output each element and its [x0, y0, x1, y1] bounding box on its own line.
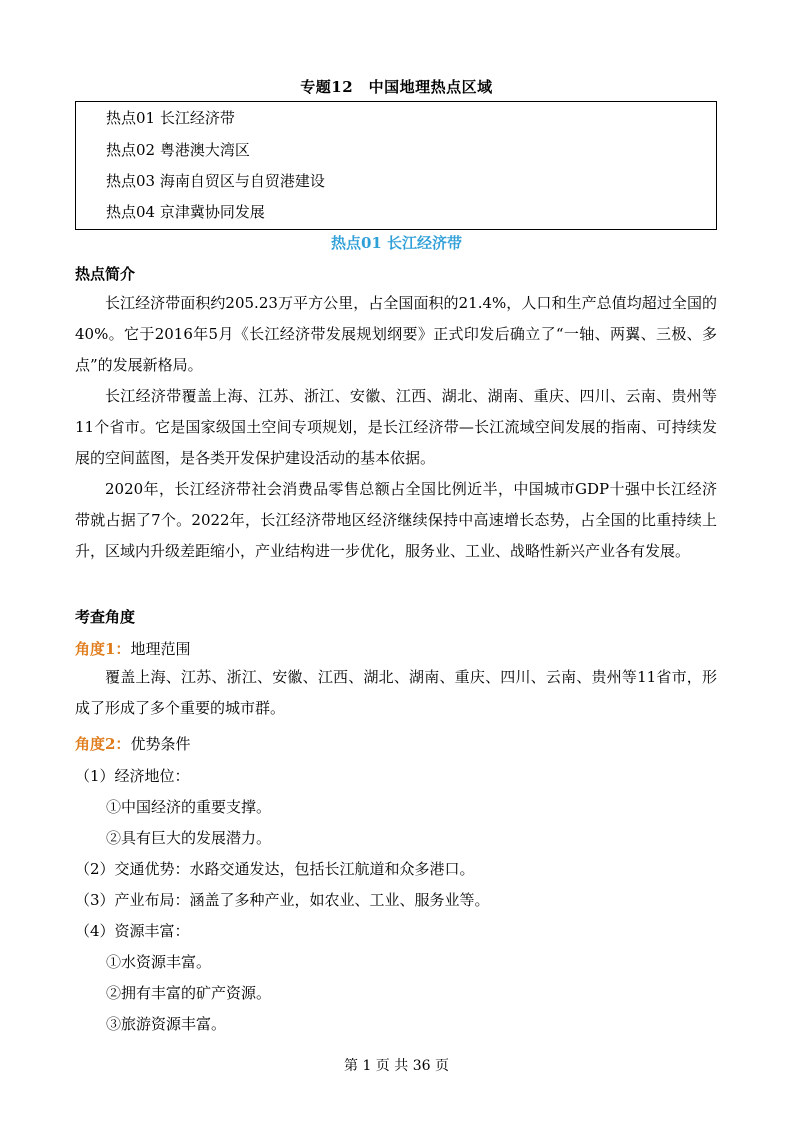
- hotspot-title: 热点01 长江经济带: [330, 234, 463, 252]
- angle-1-text: 地理范围: [130, 640, 191, 658]
- toc-item: 热点01 长江经济带: [106, 109, 235, 127]
- paragraph-3: 2020年，长江经济带社会消费品零售总额占全国比例近半，中国城市GDP十强中长江经济带就占据了7个。2022年，长江经济带地区经济继续保持中高速增长态势，占全国的比重持续上升，区域内升级差距缩小，产业结构进一步优化，服务业、工业、战略性新兴产业各有发展。: [75, 480, 717, 560]
- list-item: ①水资源丰富。: [106, 953, 212, 971]
- toc-item: 热点02 粤港澳大湾区: [106, 141, 250, 159]
- document-title: 专题12 中国地理热点区域: [300, 78, 493, 96]
- angle-2-text: 优势条件: [130, 735, 191, 753]
- angle-1-label: 角度1：: [75, 640, 131, 658]
- list-item: ③旅游资源丰富。: [106, 1015, 227, 1033]
- list-item: ①中国经济的重要支撑。: [106, 798, 272, 816]
- angle-1-body: 覆盖上海、江苏、浙江、安徽、江西、湖北、湖南、重庆、四川、云南、贵州等11省市，形成了形成了多个重要的城市群。: [75, 668, 717, 717]
- paragraph-2: 长江经济带覆盖上海、江苏、浙江、安徽、江西、湖北、湖南、重庆、四川、云南、贵州等11个省市。它是国家级国土空间专项规划，是长江经济带—长江流域空间发展的指南、可持续发展的空间蓝图，是各类开发保护建设活动的基本依据。: [75, 387, 717, 467]
- list-item: ②拥有丰富的矿产资源。: [106, 984, 272, 1002]
- list-item: （2）交通优势：水路交通发达，包括长江航道和众多港口。: [75, 860, 475, 878]
- angle-2-label: 角度2：: [75, 735, 131, 753]
- list-item: ②具有巨大的发展潜力。: [106, 829, 272, 847]
- intro-heading: 热点简介: [75, 265, 136, 283]
- list-item: （1）经济地位：: [75, 767, 190, 785]
- list-item: （4）资源丰富：: [75, 922, 190, 940]
- angle-1: [75, 638, 190, 659]
- toc-item: 热点04 京津冀协同发展: [106, 203, 265, 221]
- exam-heading: 考查角度: [75, 608, 136, 626]
- list-item: （3）产业布局：涵盖了多种产业，如农业、工业、服务业等。: [75, 891, 490, 909]
- table-of-contents: [75, 101, 717, 230]
- angle-2: [75, 733, 190, 754]
- page-footer: 第 1 页 共 36 页: [344, 1058, 449, 1074]
- toc-item: 热点03 海南自贸区与自贸港建设: [106, 172, 325, 190]
- paragraph-1: 长江经济带面积约205.23万平方公里，占全国面积的21.4%，人口和生产总值均超过全国的40%。它于2016年5月《长江经济带发展规划纲要》正式印发后确立了“一轴、两翼、三极、多点”的发展新格局。: [75, 294, 717, 374]
